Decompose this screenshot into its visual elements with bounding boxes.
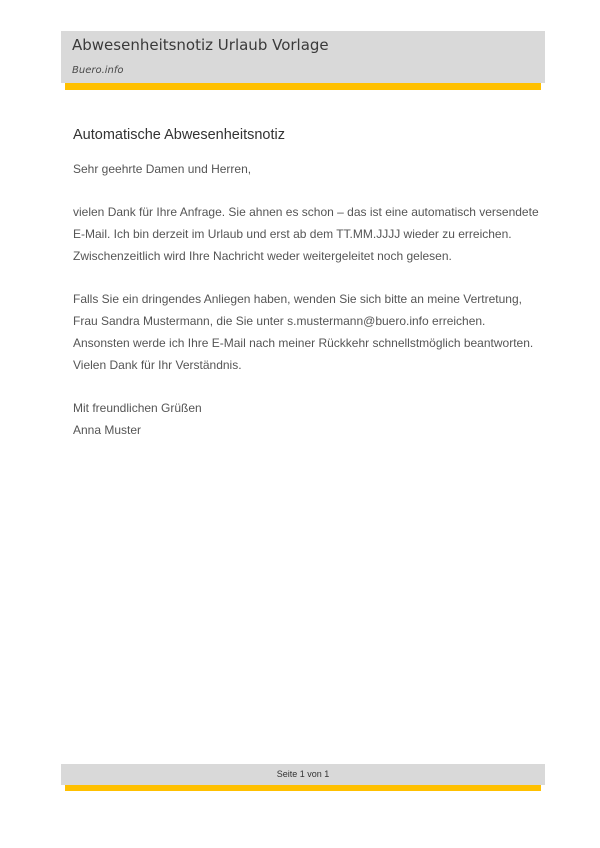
paragraph-1-line: E-Mail. Ich bin derzeit im Urlaub und erst ab dem TT.MM.JJJJ wieder zu erreichen. [73, 227, 512, 241]
paragraph-1-line: Zwischenzeitlich wird Ihre Nachricht weder weitergeleitet noch gelesen. [73, 249, 452, 263]
paragraph-2 [73, 288, 543, 376]
closing [73, 397, 543, 441]
greeting [73, 158, 543, 180]
paragraph-2-line: Ansonsten werde ich Ihre E-Mail nach meiner Rückkehr schnellstmöglich beantworten. [73, 336, 534, 350]
page-header [61, 31, 545, 83]
paragraph-2-line: Vielen Dank für Ihr Verständnis. [73, 358, 242, 372]
signature-name: Anna Muster [73, 423, 142, 437]
document-heading: Automatische Abwesenheitsnotiz [73, 127, 285, 143]
paragraph-1 [73, 201, 543, 267]
paragraph-2-line: Falls Sie ein dringendes Anliegen haben, wenden Sie sich bitte an meine Vertretung, [73, 292, 522, 306]
paragraph-1-line: vielen Dank für Ihre Anfrage. Sie ahnen es schon – das ist eine automatisch versendete [73, 205, 539, 219]
header-accent-bar [65, 83, 541, 90]
greeting-line: Sehr geehrte Damen und Herren, [73, 162, 252, 176]
footer-accent-bar [65, 785, 541, 791]
header-subtitle: Buero.info [72, 65, 124, 76]
header-title: Abwesenheitsnotiz Urlaub Vorlage [72, 36, 329, 54]
paragraph-2-line: Frau Sandra Mustermann, die Sie unter s.mustermann@buero.info erreichen. [73, 314, 486, 328]
closing-salutation: Mit freundlichen Grüßen [73, 401, 202, 415]
page-footer [61, 764, 545, 785]
document-body [73, 127, 543, 462]
page-number: Seite 1 von 1 [276, 769, 330, 779]
